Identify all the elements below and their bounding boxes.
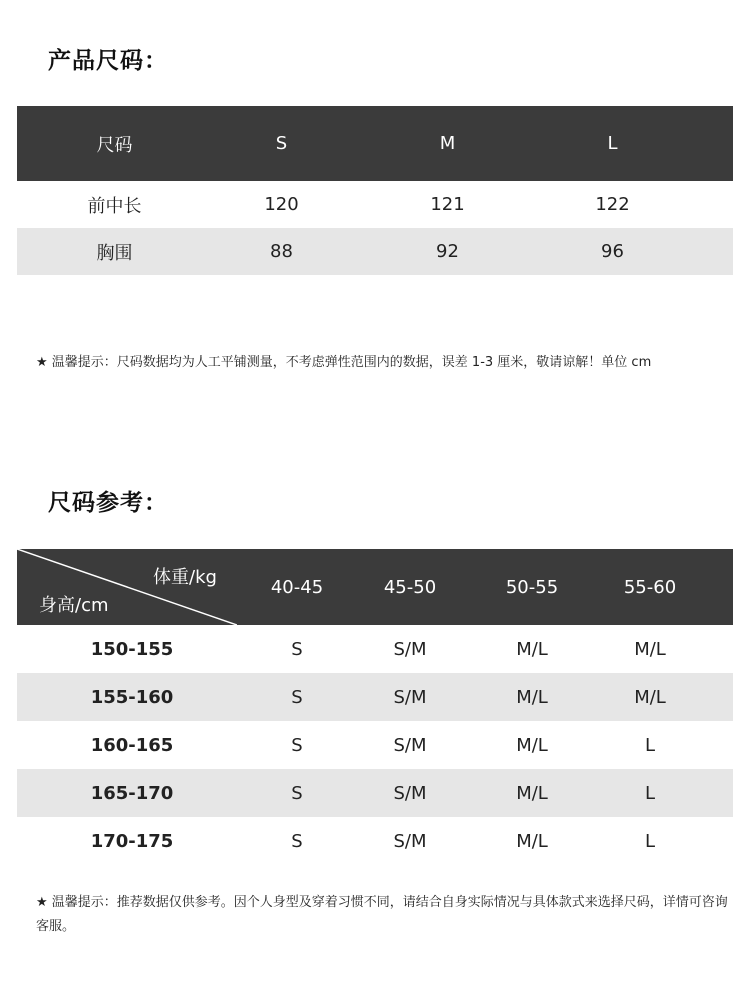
size-header-l: L: [607, 133, 618, 154]
table-cell: S: [291, 686, 303, 708]
size-header-m: M: [439, 133, 456, 154]
table-cell: S/M: [393, 830, 427, 852]
size-table-header-row: [17, 106, 733, 181]
table-row: [17, 181, 733, 228]
measurement-note: ★ 温馨提示：尺码数据均为人工平铺测量，不考虑弹性范围内的数据，误差 1-3 厘米，敬请谅解！单位 cm: [36, 355, 652, 370]
height-label: 150-155: [90, 638, 174, 660]
recommendation-note: ★ 温馨提示：推荐数据仅供参考。因个人身型及穿着习惯不同，请结合自身实际情况与具体款式来选择尺码，详情可咨询客服。: [36, 895, 728, 934]
table-cell: S/M: [393, 686, 427, 708]
weight-header: 55-60: [623, 576, 677, 598]
weight-axis-label: 体重/kg: [153, 567, 217, 588]
table-cell: M/L: [634, 638, 666, 660]
table-row: [17, 228, 733, 275]
table-cell: S: [291, 782, 303, 804]
size-reference-title: 尺码参考：: [48, 490, 168, 516]
table-cell: 92: [436, 241, 459, 262]
table-row: [17, 625, 733, 673]
weight-header: 45-50: [383, 576, 437, 598]
table-cell: 120: [264, 194, 299, 215]
table-cell: S/M: [393, 638, 427, 660]
corner-header-cell: [17, 549, 237, 625]
row-label: 胸围: [96, 242, 133, 264]
table-cell: 96: [601, 241, 624, 262]
table-cell: S: [291, 734, 303, 756]
table-cell: L: [644, 830, 656, 852]
table-cell: M/L: [516, 782, 548, 804]
height-label: 155-160: [90, 686, 174, 708]
table-cell: L: [644, 782, 656, 804]
table-cell: S: [291, 830, 303, 852]
height-axis-label: 身高/cm: [39, 595, 109, 616]
reference-header-row: [17, 549, 733, 625]
table-cell: M/L: [516, 830, 548, 852]
table-row: [17, 721, 733, 769]
table-cell: S/M: [393, 782, 427, 804]
product-size-title: 产品尺码：: [48, 48, 168, 74]
height-label: 165-170: [90, 782, 174, 804]
table-cell: L: [644, 734, 656, 756]
weight-header: 40-45: [270, 576, 324, 598]
table-cell: S: [291, 638, 303, 660]
table-cell: M/L: [634, 686, 666, 708]
height-label: 170-175: [90, 830, 174, 852]
table-cell: 88: [270, 241, 293, 262]
size-header-s: S: [275, 133, 288, 154]
product-size-table: [17, 106, 733, 275]
table-cell: 121: [430, 194, 465, 215]
table-cell: 122: [595, 194, 630, 215]
size-header-label: 尺码: [96, 134, 133, 156]
table-cell: M/L: [516, 686, 548, 708]
table-row: [17, 673, 733, 721]
table-row: [17, 769, 733, 817]
weight-header: 50-55: [505, 576, 559, 598]
size-reference-table: [17, 549, 733, 865]
row-label: 前中长: [87, 195, 142, 217]
table-cell: M/L: [516, 638, 548, 660]
height-label: 160-165: [90, 734, 174, 756]
table-cell: M/L: [516, 734, 548, 756]
table-cell: S/M: [393, 734, 427, 756]
table-row: [17, 817, 733, 865]
